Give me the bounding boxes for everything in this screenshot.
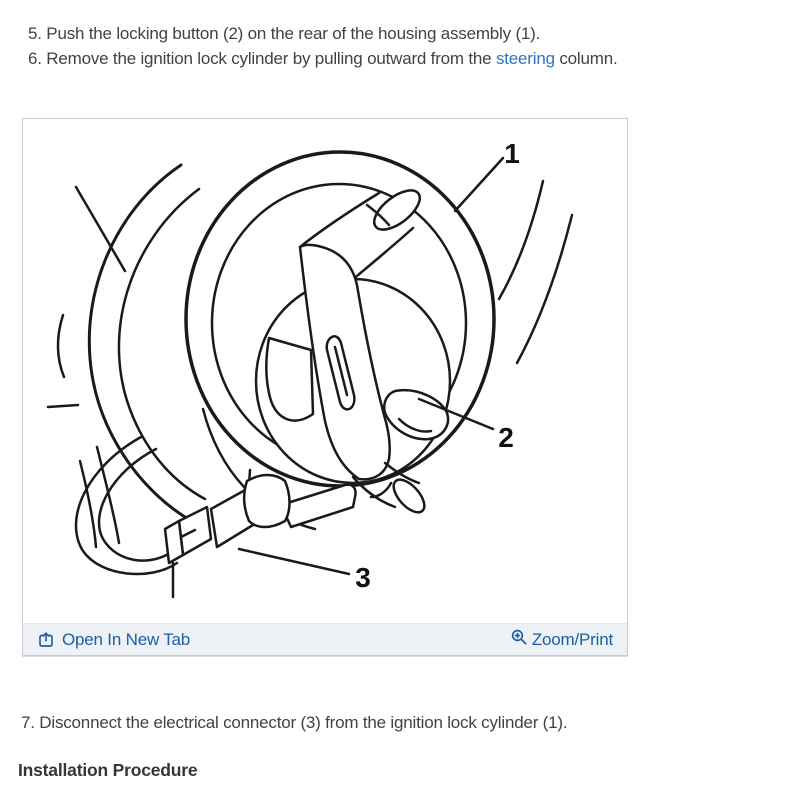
step-5-text: 5. Push the locking button (2) on the rear of the housing assembly (1).	[28, 24, 541, 43]
callout-1-label: 1	[504, 138, 520, 169]
callout-3-label: 3	[355, 562, 371, 593]
step-7-text: 7. Disconnect the electrical connector (3) from the ignition lock cylinder (1).	[21, 713, 568, 732]
step-6-text	[28, 46, 618, 71]
ignition-lock-diagram	[23, 119, 627, 623]
callout-1	[455, 138, 520, 211]
zoom-print-link[interactable]	[510, 628, 613, 652]
callout-3	[239, 549, 371, 593]
callout-2-label: 2	[498, 422, 514, 453]
zoom-print-label: Zoom/Print	[531, 629, 613, 649]
figure-toolbar	[23, 623, 627, 655]
steering-link[interactable]: steering	[495, 49, 555, 68]
magnifier-plus-icon	[510, 628, 528, 646]
installation-procedure-heading: Installation Procedure	[18, 760, 198, 780]
open-in-new-tab-label: Open In New Tab	[62, 629, 191, 649]
step-6-after: column.	[554, 49, 618, 68]
figure-frame	[22, 118, 628, 656]
step-6-before: 6. Remove the ignition lock cylinder by pulling outward from the	[28, 49, 496, 68]
housing-assembly	[89, 152, 494, 529]
open-in-new-tab-icon	[37, 631, 55, 649]
open-in-new-tab-link[interactable]	[37, 630, 190, 650]
